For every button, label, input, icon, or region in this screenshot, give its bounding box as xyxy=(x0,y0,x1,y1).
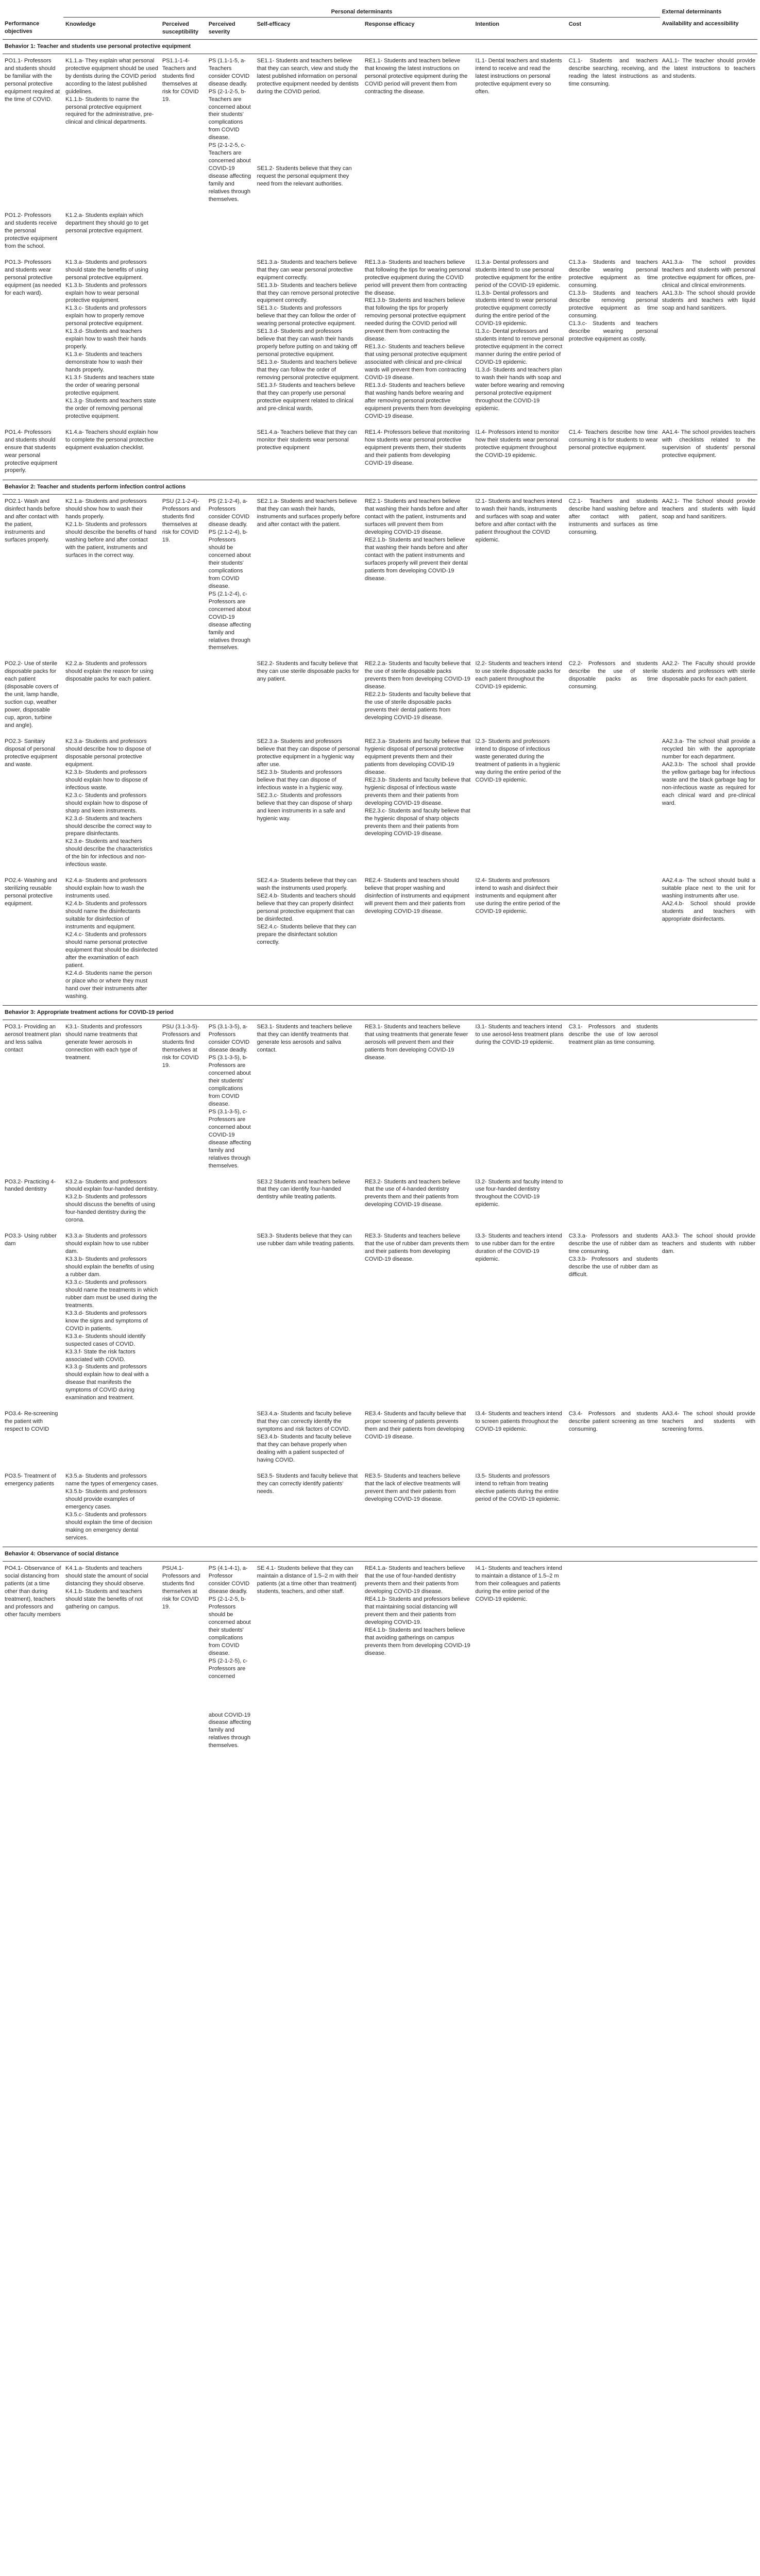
cell-text: PO4.1- Observance of social distancing from patients (at a time other than during treatment), teachers and professors and other faculty members xyxy=(5,1565,61,1618)
column-header: Performance objectives xyxy=(3,17,63,39)
header-group-external: External determinants xyxy=(662,9,722,15)
column-header: Cost xyxy=(567,17,660,39)
table-cell xyxy=(207,1562,255,1755)
table-cell xyxy=(474,1020,567,1175)
table-cell xyxy=(660,426,757,480)
table-cell xyxy=(160,735,207,874)
cell-text: K3.1- Students and professors should name treatments that generate fewer aerosols in connection with each type of treatment. xyxy=(65,1024,142,1061)
cell-text: PO3.4- Re-screening the patient with respect to COVID xyxy=(5,1411,58,1433)
table-cell xyxy=(363,1469,474,1547)
table-cell xyxy=(255,426,363,480)
column-header: Self-efficacy xyxy=(255,17,363,39)
cell-text: C1.3.a- Students and teachers describe wearing personal protective equipment as time consuming. C1.3.b- Students and teachers describe removing personal protective equipment as time consuming. C1.3.c- Students and teachers describe wearing personal protective equipment as costly. xyxy=(568,259,658,343)
cell-text: AA2.1- The School should provide teachers and students with liquid soap and hand sanitizers. xyxy=(662,498,755,520)
cell-text: K1.4.a- Teachers should explain how to complete the personal protective equipment evaluation checklist. xyxy=(65,429,158,451)
cell-text: SE 4.1- Students believe that they can maintain a distance of 1.5–2 m with their patients (at a time other than treatment) students, teachers, and other staff. xyxy=(257,1565,359,1595)
table-cell xyxy=(63,1469,160,1547)
table-cell xyxy=(160,54,207,209)
table-row xyxy=(3,495,757,657)
table-cell xyxy=(207,1407,255,1469)
cell-text: PO2.3- Sanitary disposal of personal protective equipment and waste. xyxy=(5,738,58,768)
table-body xyxy=(3,39,757,1755)
table-cell xyxy=(567,1562,660,1755)
cell-text: RE2.4- Students and teachers should believe that proper washing and disinfection of instruments and equipment will prevent them and their patients from developing COVID-19 disease. xyxy=(364,877,469,915)
table-cell xyxy=(474,495,567,657)
cell-text: AA2.2- The Faculty should provide students and professors with sterile disposable packs for each patient. xyxy=(662,660,755,683)
cell-text: RE1.3.a- Students and teachers believe that following the tips for wearing personal protective equipment during the COVID period will prevent them from contracting the disease. RE1.3.b- Students and teachers believe that following the tips for properly removing personal protective equipment needed during the COVID period will prevent them from contracting the disease. RE1.3.c- Students and teachers believe that using personal protective equipment associated with clinical and pre-clinical wards will prevent them from contracting COVID-19 disease. RE1.3.d- Students and teachers believe that washing hands before wearing and after removing personal protective equipment prevents them from developing COVID-19 disease. xyxy=(364,259,471,419)
table-cell xyxy=(474,1407,567,1469)
cell-text: PSU (2.1-2-4)- Professors and students find themselves at risk for COVID 19. xyxy=(162,498,200,544)
behavior-title: Behavior 2: Teacher and students perform infection control actions xyxy=(3,480,757,495)
table-cell xyxy=(3,735,63,874)
table-cell xyxy=(207,495,255,657)
table-cell xyxy=(474,209,567,256)
table-cell xyxy=(363,1562,474,1755)
cell-text: K2.3.a- Students and professors should describe how to dispose of disposable personal protective equipment. K2.3.b- Students and professors should explain how to dispose of infectious waste. K2.3.c- Students and professors should explain how to dispose of sharp and keen instruments. K2.3.d- Students and teachers should describe the correct way to prepare disinfectants. K2.3.e- Students and teachers should describe the characteristics of the bin for infectious and non-infectious waste. xyxy=(65,738,153,868)
table-cell xyxy=(63,54,160,209)
table-cell xyxy=(63,874,160,1006)
behavior-title: Behavior 1: Teacher and students use personal protective equipment xyxy=(3,39,757,54)
table-cell xyxy=(207,874,255,1006)
table-cell xyxy=(207,209,255,256)
cell-text: SE3.5- Students and faculty believe that they can correctly identify patients' needs. xyxy=(257,1472,358,1495)
behavior-heading-row xyxy=(3,1006,757,1020)
cell-text: I3.3- Students and teachers intend to use rubber dam for the entire duration of the COVID-19 epidemic. xyxy=(475,1233,562,1263)
table-cell xyxy=(63,1175,160,1230)
table-cell xyxy=(160,495,207,657)
table-cell xyxy=(363,1229,474,1407)
table-cell xyxy=(3,1175,63,1230)
cell-text: K2.4.a- Students and professors should explain how to wash the instruments used. K2.4.b- Students and professors should name the disinfectants suitable for disinfection of instruments and equipment. K2.4.c- Students and professors should name personal protective equipment that should be disinfected after the examination of each patient. K2.4.d- Students name the person or place who or where they must hand over their instruments after washing. xyxy=(65,877,158,999)
cell-text: C1.4- Teachers describe how time consuming it is for students to wear personal protective equipment. xyxy=(568,429,658,451)
table-cell xyxy=(660,735,757,874)
table-cell xyxy=(660,495,757,657)
table-cell xyxy=(660,1020,757,1175)
table-cell xyxy=(660,1562,757,1755)
cell-text: PS (1.1-1-5, a- Teachers consider COVID disease deadly. PS (2-1-2-5, b- Teachers are concerned about their students' complications from COVID disease. PS (2-1-2-5, c- Teachers are concerned about COVID-19 disease affecting family and relatives through themselves. xyxy=(208,57,251,202)
cell-text: I1.1- Dental teachers and students intend to receive and read the latest instructions on personal protective equipment every so often. xyxy=(475,57,562,95)
table-cell xyxy=(63,1407,160,1469)
table-cell xyxy=(567,426,660,480)
table-cell xyxy=(207,426,255,480)
table-row xyxy=(3,54,757,209)
cell-text: SE1.1- Students and teachers believe that they can search, view and study the latest published information on personal protective equipment needed by dentists during the COVID period. SE1.2- Students believe that they can request the personal equipment they need from the relevant authorities. xyxy=(257,57,359,188)
table-cell xyxy=(255,54,363,209)
table-cell xyxy=(567,657,660,735)
table-cell xyxy=(474,426,567,480)
determinants-matrix-table xyxy=(3,5,757,1755)
table-cell xyxy=(474,1469,567,1547)
table-cell xyxy=(3,495,63,657)
cell-text: SE2.4.a- Students believe that they can wash the instruments used properly. SE2.4.b- Students and teachers should believe that they can properly disinfect personal protective equipment that can be disinfected. SE2.4.c- Students believe that they can prepare the disinfectant solution correctly. xyxy=(257,877,357,945)
cell-text: C2.1- Teachers and students describe hand washing before and after contact with patient, instruments and surfaces as time consuming. xyxy=(568,498,658,536)
table-cell xyxy=(363,495,474,657)
table-cell xyxy=(660,1175,757,1230)
header-group-personal: Personal determinants xyxy=(63,5,660,17)
behavior-heading-row xyxy=(3,39,757,54)
table-cell xyxy=(474,735,567,874)
column-header: Availability and accessibility xyxy=(660,17,757,39)
cell-text: PS (3.1-3-5), a- Professors consider COVID disease deadly. PS (3.1-3-5), b- Professors are concerned about their students' complications from COVID disease. PS (3.1-3-5), c- Professors are concerned about COVID-19 disease affecting family and relatives through themselves. xyxy=(208,1024,251,1169)
table-cell xyxy=(160,1020,207,1175)
behavior-heading-row xyxy=(3,1547,757,1562)
behavior-title: Behavior 4: Observance of social distance xyxy=(3,1547,757,1562)
table-cell xyxy=(255,1229,363,1407)
header-columns-row xyxy=(3,17,757,39)
table-cell xyxy=(660,256,757,426)
cell-text: SE2.3.a- Students and professors believe that they can dispose of personal protective equipment in a hygienic way after use. SE2.3.b- Students and professors believe that they can dispose of infectious waste in a hygienic way. SE2.3.c- Students and professors believe that they can dispose of sharp and keen instruments in a safe and hygienic way. xyxy=(257,738,360,822)
table-row xyxy=(3,209,757,256)
table-cell xyxy=(63,1229,160,1407)
table-cell xyxy=(3,1562,63,1755)
table-cell xyxy=(160,256,207,426)
table-row xyxy=(3,1229,757,1407)
table-cell xyxy=(3,1229,63,1407)
table-row xyxy=(3,874,757,1006)
column-header: Response efficacy xyxy=(363,17,474,39)
cell-text: PO2.4- Washing and sterilizing reusable personal protective equipment. xyxy=(5,877,57,907)
cell-text: C3.3.a- Professors and students describe the use of rubber dam as time consuming. C3.3.b- Professors and students describe the use of rubber dam as difficult. xyxy=(568,1233,658,1278)
table-cell xyxy=(255,657,363,735)
table-cell xyxy=(160,1175,207,1230)
table-cell xyxy=(63,735,160,874)
cell-text: PSU4.1- Professors and students find themselves at risk for COVID 19. xyxy=(162,1565,200,1611)
cell-text: SE3.4.a- Students and faculty believe that they can correctly identify the symptoms and risk factors of COVID. SE3.4.b- Students and faculty believe that they can behave properly when dealing with a patient suspected of having COVID. xyxy=(257,1411,352,1463)
table-cell xyxy=(567,209,660,256)
table-cell xyxy=(567,1407,660,1469)
table-cell xyxy=(207,735,255,874)
column-header: Perceived susceptibility xyxy=(160,17,207,39)
cell-text: RE3.3- Students and teachers believe that the use of rubber dam prevents them and their patients from developing COVID-19 disease. xyxy=(364,1233,469,1263)
cell-text: I1.4- Professors intend to monitor how their students wear personal protective equipment throughout the COVID-19 epidemic. xyxy=(475,429,560,459)
cell-text: I2.2- Students and teachers intend to use sterile disposable packs for each patient throughout the COVID-19 epidemic. xyxy=(475,660,562,690)
cell-text: AA1.4- The school provides teachers with checklists related to the supervision of students' personal protective equipment. xyxy=(662,429,755,459)
table-cell xyxy=(255,1562,363,1755)
table-cell xyxy=(207,256,255,426)
table-cell xyxy=(160,874,207,1006)
cell-text: RE3.5- Students and teachers believe that the lack of elective treatments will prevent them and their patients from developing COVID-19 disease. xyxy=(364,1472,461,1502)
table-cell xyxy=(567,735,660,874)
table-row xyxy=(3,735,757,874)
table-header xyxy=(3,5,757,39)
header-spacer xyxy=(3,5,63,17)
table-cell xyxy=(660,1407,757,1469)
table-cell xyxy=(160,1469,207,1547)
table-cell xyxy=(567,874,660,1006)
table-row xyxy=(3,1175,757,1230)
table-row xyxy=(3,1407,757,1469)
cell-text: SE3.1- Students and teachers believe that they can identify treatments that generate less aerosols and saliva contact. xyxy=(257,1024,352,1054)
cell-text: RE2.1- Students and teachers believe that washing their hands before and after contact with the patient, instruments and surfaces will prevent them from developing COVID-19 disease. RE2.1.b- Students and teachers believe that washing their hands before and after contact with the patient instruments and surfaces properly will prevent their dental patients from developing COVID-19 disease. xyxy=(364,498,468,582)
table-cell xyxy=(660,874,757,1006)
table-cell xyxy=(474,874,567,1006)
cell-text: PO2.2- Use of sterile disposable packs for each patient (disposable covers of the unit, lamp handle, suction cup, weather power, disposable cup, apron, turbine and angle). xyxy=(5,660,59,729)
table-cell xyxy=(363,1407,474,1469)
table-cell xyxy=(3,657,63,735)
table-cell xyxy=(660,209,757,256)
table-cell xyxy=(160,1407,207,1469)
table-cell xyxy=(63,657,160,735)
table-cell xyxy=(207,54,255,209)
cell-text: RE2.2.a- Students and faculty believe that the use of sterile disposable packs prevents them from developing COVID-19 disease. RE2.2.b- Students and faculty believe that the use of sterile disposable packs prevents their dental patients from developing COVID-19 disease. xyxy=(364,660,471,721)
table-cell xyxy=(567,256,660,426)
table-cell xyxy=(255,1469,363,1547)
cell-text: SE3.3- Students believe that they can use rubber dam while treating patients. xyxy=(257,1233,355,1247)
table-row xyxy=(3,1562,757,1755)
table-cell xyxy=(160,209,207,256)
cell-text: C3.4- Professors and students describe patient screening as time consuming. xyxy=(568,1411,658,1433)
cell-text: PO1.1- Professors and students should be familiar with the personal protective equipment required at the time of COVID. xyxy=(5,57,60,103)
table-cell xyxy=(363,735,474,874)
column-header: Intention xyxy=(474,17,567,39)
cell-text: C1.1- Students and teachers describe searching, receiving, and reading the latest instructions as time consuming. xyxy=(568,57,658,87)
cell-text: K3.5.a- Students and professors name the types of emergency cases. K3.5.b- Students and professors should provide examples of emergency cases. K3.5.c- Students and professors should explain the time of decision making on emergency dental services. xyxy=(65,1472,158,1541)
cell-text: I3.4- Students and teachers intend to screen patients throughout the COVID-19 epidemic. xyxy=(475,1411,562,1433)
cell-text: PO1.2- Professors and students receive the personal protective equipment from the school. xyxy=(5,212,58,249)
table-cell xyxy=(660,1469,757,1547)
table-cell xyxy=(63,256,160,426)
cell-text: PO3.3- Using rubber dam xyxy=(5,1233,57,1247)
cell-text: I1.3.a- Dental professors and students intend to use personal protective equipment for the entire period of the COVID-19 epidemic. I1.3.b- Dental professors and students intend to wear personal protective equipment correctly during the entire period of the COVID-19 epidemic. I1.3.c- Dental professors and students intend to remove personal protective equipment in the correct manner during the entire period of COVID-19 epidemic. I1.3.d- Students and teachers plan to wash their hands with soap and water before wearing and removing personal protective equipment throughout the COVID-19 epidemic. xyxy=(475,259,564,412)
table-cell xyxy=(567,1229,660,1407)
cell-text: RE3.4- Students and faculty believe that proper screening of patients prevents them and their patients from developing COVID-19 disease. xyxy=(364,1411,466,1440)
cell-text: PS1.1-1-4- Teachers and students find themselves at risk for COVID 19. xyxy=(162,57,199,103)
header-group-row xyxy=(3,5,757,17)
table-cell xyxy=(207,1229,255,1407)
cell-text: K1.2.a- Students explain which department they should go to get personal protective equipment. xyxy=(65,212,148,234)
cell-text: AA3.3- The school should provide teachers and students with rubber dam. xyxy=(662,1233,755,1255)
cell-text: RE1.4- Professors believe that monitoring how students wear personal protective equipment prevents them, their students and their patients from developing COVID-19 disease. xyxy=(364,429,470,466)
table-cell xyxy=(3,1407,63,1469)
table-cell xyxy=(255,495,363,657)
table-cell xyxy=(255,209,363,256)
table-cell xyxy=(567,54,660,209)
table-cell xyxy=(3,256,63,426)
table-cell xyxy=(160,426,207,480)
cell-text: AA1.3.a- The school provides teachers and students with personal protective equipment for offices, pre-clinical and clinical environments. AA1.3.b- The school should provide students and teachers with liquid soap and hand sanitizers. xyxy=(662,259,755,312)
cell-text: I3.2- Students and faculty intend to use four-handed dentistry throughout the COVID-19 epidemic. xyxy=(475,1178,563,1208)
table-cell xyxy=(63,426,160,480)
table-cell xyxy=(363,1020,474,1175)
table-cell xyxy=(160,1562,207,1755)
cell-text: RE1.1- Students and teachers believe that knowing the latest instructions on personal protective equipment during the COVID period will prevent them from contracting the disease. xyxy=(364,57,468,95)
behavior-title: Behavior 3: Appropriate treatment actions for COVID-19 period xyxy=(3,1006,757,1020)
cell-text: PS (4.1-4-1), a- Professor consider COVID disease deadly. PS (2-1-2-5, b-Professors should be concerned about their students' complications from COVID disease. PS (2-1-2-5), c- Professors are concerned about COVID-19 disease affecting family and relatives through themselves. xyxy=(208,1565,251,1749)
table-cell xyxy=(474,657,567,735)
cell-text: K1.1.a- They explain what personal protective equipment should be used by dentists during the COVID period according to the latest published guidelines. K1.1.b- Students to name the personal protective equipment required for the administrative, pre-clinical and clinical departments. xyxy=(65,57,158,126)
table-cell xyxy=(474,1229,567,1407)
table-cell xyxy=(255,874,363,1006)
table-cell xyxy=(363,657,474,735)
cell-text: C2.2- Professors and students describe the use of sterile disposable packs as time consuming. xyxy=(568,660,658,690)
cell-text: K2.1.a- Students and professors should show how to wash their hands properly. K2.1.b- Students and professors should describe the benefits of hand washing before and after contact with the patient, instruments and surfaces in the correct way. xyxy=(65,498,157,559)
table-cell xyxy=(160,1229,207,1407)
cell-text: PO3.5- Treatment of emergency patients xyxy=(5,1472,56,1487)
table-row xyxy=(3,1469,757,1547)
table-cell xyxy=(474,1175,567,1230)
table-cell xyxy=(255,1407,363,1469)
behavior-heading-row xyxy=(3,480,757,495)
table-cell xyxy=(255,256,363,426)
table-cell xyxy=(207,1175,255,1230)
cell-text: AA3.4- The school should provide teachers and students with screening forms. xyxy=(662,1411,755,1433)
cell-text: SE2.2- Students and faculty believe that they can use sterile disposable packs for any patient. xyxy=(257,660,359,683)
table-cell xyxy=(3,209,63,256)
table-cell xyxy=(660,54,757,209)
cell-text: PO3.1- Providing an aerosol treatment plan and less saliva contact xyxy=(5,1024,61,1054)
table-cell xyxy=(3,426,63,480)
table-cell xyxy=(363,209,474,256)
table-cell xyxy=(363,54,474,209)
table-cell xyxy=(660,1229,757,1407)
cell-text: K3.3.a- Students and professors should explain how to use rubber dam. K3.3.b- Students and professors should explain the benefits of using a rubber dam. K3.3.c- Students and professors should name the treatments in which rubber dam must be used during the treatments. K3.3.d- Students and professors know the signs and symptoms of COVID in patients. K3.3.e- Students should identify suspected cases of COVID. K3.3.f- State the risk factors associated with COVID. K3.3.g- Students and professors should explain how to deal with a disease that manifests the symptoms of COVID during examination and treatment. xyxy=(65,1233,158,1401)
cell-text: K3.2.a- Students and professors should explain four-handed dentistry. K3.2.b- Students and professors should discuss the benefits of using four-handed dentistry during the corona. xyxy=(65,1178,158,1224)
table-cell xyxy=(63,495,160,657)
table-cell xyxy=(3,1469,63,1547)
table-cell xyxy=(207,657,255,735)
cell-text: RE4.1.a- Students and teachers believe that the use of four-handed dentistry prevents them and their patients from developing COVID-19 disease. RE4.1.b- Students and professors believe that maintaining social distancing will prevent them and their patients from developing COVID-19. RE4.1.b- Students and teachers believe that avoiding gatherings on campus prevents them from developing COVID-19 disease. xyxy=(364,1565,470,1656)
table-cell xyxy=(255,1020,363,1175)
table-cell xyxy=(474,256,567,426)
table-cell xyxy=(3,874,63,1006)
table-cell xyxy=(207,1469,255,1547)
cell-text: SE3.2 Students and teachers believe that they can identify four-handed dentistry while treating patients. xyxy=(257,1178,350,1200)
cell-text: RE2.3.a- Students and faculty believe that hygienic disposal of personal protective equipment prevents them and their patients from developing COVID-19 disease. RE2.3.b- Students and faculty believe that hygienic disposal of infectious waste prevents them and their patients from developing COVID-19 disease. RE2.3.c- Students and faculty believe that the hygienic disposal of sharp objects prevents them and their patients from developing COVID-19 disease. xyxy=(364,738,471,837)
cell-text: PSU (3.1-3-5)- Professors and students find themselves at risk for COVID 19. xyxy=(162,1024,200,1069)
table-cell xyxy=(474,1562,567,1755)
cell-text: I4.1- Students and teachers intend to maintain a distance of 1.5–2 m from their colleagues and patients during the entire period of the COVID-19 epidemic. xyxy=(475,1565,562,1603)
cell-text: AA1.1- The teacher should provide the latest instructions to teachers and students. xyxy=(662,57,755,79)
cell-text: AA2.4.a- The school should build a suitable place next to the unit for washing instruments after use. AA2.4.b- School should provide students and teachers with appropriate disinfectants. xyxy=(662,877,755,922)
cell-text: RE3.1- Students and teachers believe that using treatments that generate fewer aerosols will prevent them and their patients from developing COVID-19 disease. xyxy=(364,1024,468,1061)
cell-text: I3.5- Students and professors intend to refrain from treating elective patients during the entire period of the COVID-19 epidemic. xyxy=(475,1472,561,1502)
table-cell xyxy=(363,426,474,480)
table-cell xyxy=(660,657,757,735)
table-cell xyxy=(567,1175,660,1230)
cell-text: K4.1.a- Students and teachers should state the amount of social distancing they should observe. K4.1.b- Students and teachers should state the benefits of not gathering on campus. xyxy=(65,1565,148,1611)
table-cell xyxy=(255,735,363,874)
column-header: Knowledge xyxy=(63,17,160,39)
cell-text: PO3.2- Practicing 4-handed dentistry xyxy=(5,1178,56,1193)
cell-text: SE1.3.a- Students and teachers believe that they can wear personal protective equipment correctly. SE1.3.b- Students and teachers believe that they can remove personal protective equipment correctly. SE1.3.c- Students and professors believe that they can follow the order of wearing personal protective equipment. SE1.3.d- Students and professors believe that they can wash their hands properly before putting on and taking off personal protective equipment. SE1.3.e- Students and teachers believe that they can follow the order of removing personal protective equipment. SE1.3.f- Students and teachers believe that they can properly use personal protective equipment related to clinical and pre-clinical wards. xyxy=(257,259,360,412)
table-cell xyxy=(567,1469,660,1547)
table-row xyxy=(3,657,757,735)
table-cell xyxy=(3,54,63,209)
table-cell xyxy=(474,54,567,209)
table-cell xyxy=(255,1175,363,1230)
cell-text: PS (2.1-2-4), a- Professors consider COVID disease deadly. PS (2.1-2-4), b- Professors should be concerned about their students' complications from COVID disease. PS (2.1-2-4), c- Professors are concerned about COVID-19 disease affecting family and relatives through themselves. xyxy=(208,498,251,651)
cell-text: K1.3.a- Students and professors should state the benefits of using personal protective equipment. K1.3.b- Students and professors explain how to wear personal protective equipment. K1.3.c- Students and professors explain how to properly remove personal protective equipment. K1.3.d- Students and teachers explain how to wash their hands properly. K1.3.e- Students and teachers demonstrate how to wash their hands properly. K1.3.f- Students and teachers state the order of wearing personal protective equipment. K1.3.g- Students and teachers state the order of removing personal protective equipment. xyxy=(65,259,156,419)
cell-text: SE1.4.a- Teachers believe that they can monitor their students wear personal protective equipment xyxy=(257,429,357,451)
cell-text: I3.1- Students and teachers intend to use aerosol-less treatment plans during the COVID-19 epidemic. xyxy=(475,1024,564,1046)
table-cell xyxy=(63,1562,160,1755)
table-cell xyxy=(63,209,160,256)
column-header: Perceived severity xyxy=(207,17,255,39)
table-cell xyxy=(160,657,207,735)
table-row xyxy=(3,256,757,426)
table-row xyxy=(3,1020,757,1175)
cell-text: I2.1- Students and teachers intend to wash their hands, instruments and surfaces with soap and water before and after contact with the patient throughout the COVID epidemic. xyxy=(475,498,562,544)
cell-text: RE3.2- Students and teachers believe that the use of 4-handed dentistry prevents them and their patients from developing COVID-19 disease. xyxy=(364,1178,461,1208)
table-cell xyxy=(363,874,474,1006)
table-cell xyxy=(207,1020,255,1175)
table-cell xyxy=(63,1020,160,1175)
cell-text: C3.1- Professors and students describe the use of low aerosol treatment plan as time consuming. xyxy=(568,1024,658,1046)
cell-text: AA2.3.a- The school shall provide a recycled bin with the appropriate number for each department. AA2.3.b- The school shall provide the yellow garbage bag for infectious waste and the black garbage bag for non-infectious waste as required for each clinical ward and pre-clinical ward. xyxy=(662,738,755,806)
cell-text: PO2.1- Wash and disinfect hands before and after contact with the patient, instruments and surfaces properly. xyxy=(5,498,60,544)
cell-text: PO1.3- Professors and students wear personal protective equipment (as needed for each ward). xyxy=(5,259,61,296)
cell-text: PO1.4- Professors and students should ensure that students wear personal protective equipment properly. xyxy=(5,429,58,474)
table-cell xyxy=(567,1020,660,1175)
cell-text: K2.2.a- Students and professors should explain the reason for using disposable packs for each patient. xyxy=(65,660,154,683)
table-cell xyxy=(363,256,474,426)
cell-text: I2.4- Students and professors intend to wash and disinfect their instruments and equipment after use during the entire period of the COVID-19 epidemic. xyxy=(475,877,561,915)
cell-text: I2.3- Students and professors intend to dispose of infectious waste generated during the treatment of patients in a hygienic way during the entire period of the COVID-19 epidemic. xyxy=(475,738,561,783)
table-cell xyxy=(363,1175,474,1230)
table-cell xyxy=(567,495,660,657)
table-row xyxy=(3,426,757,480)
table-cell xyxy=(3,1020,63,1175)
cell-text: SE2.1.a- Students and teachers believe that they can wash their hands, instruments and surfaces properly before and after contact with the patient. xyxy=(257,498,360,528)
